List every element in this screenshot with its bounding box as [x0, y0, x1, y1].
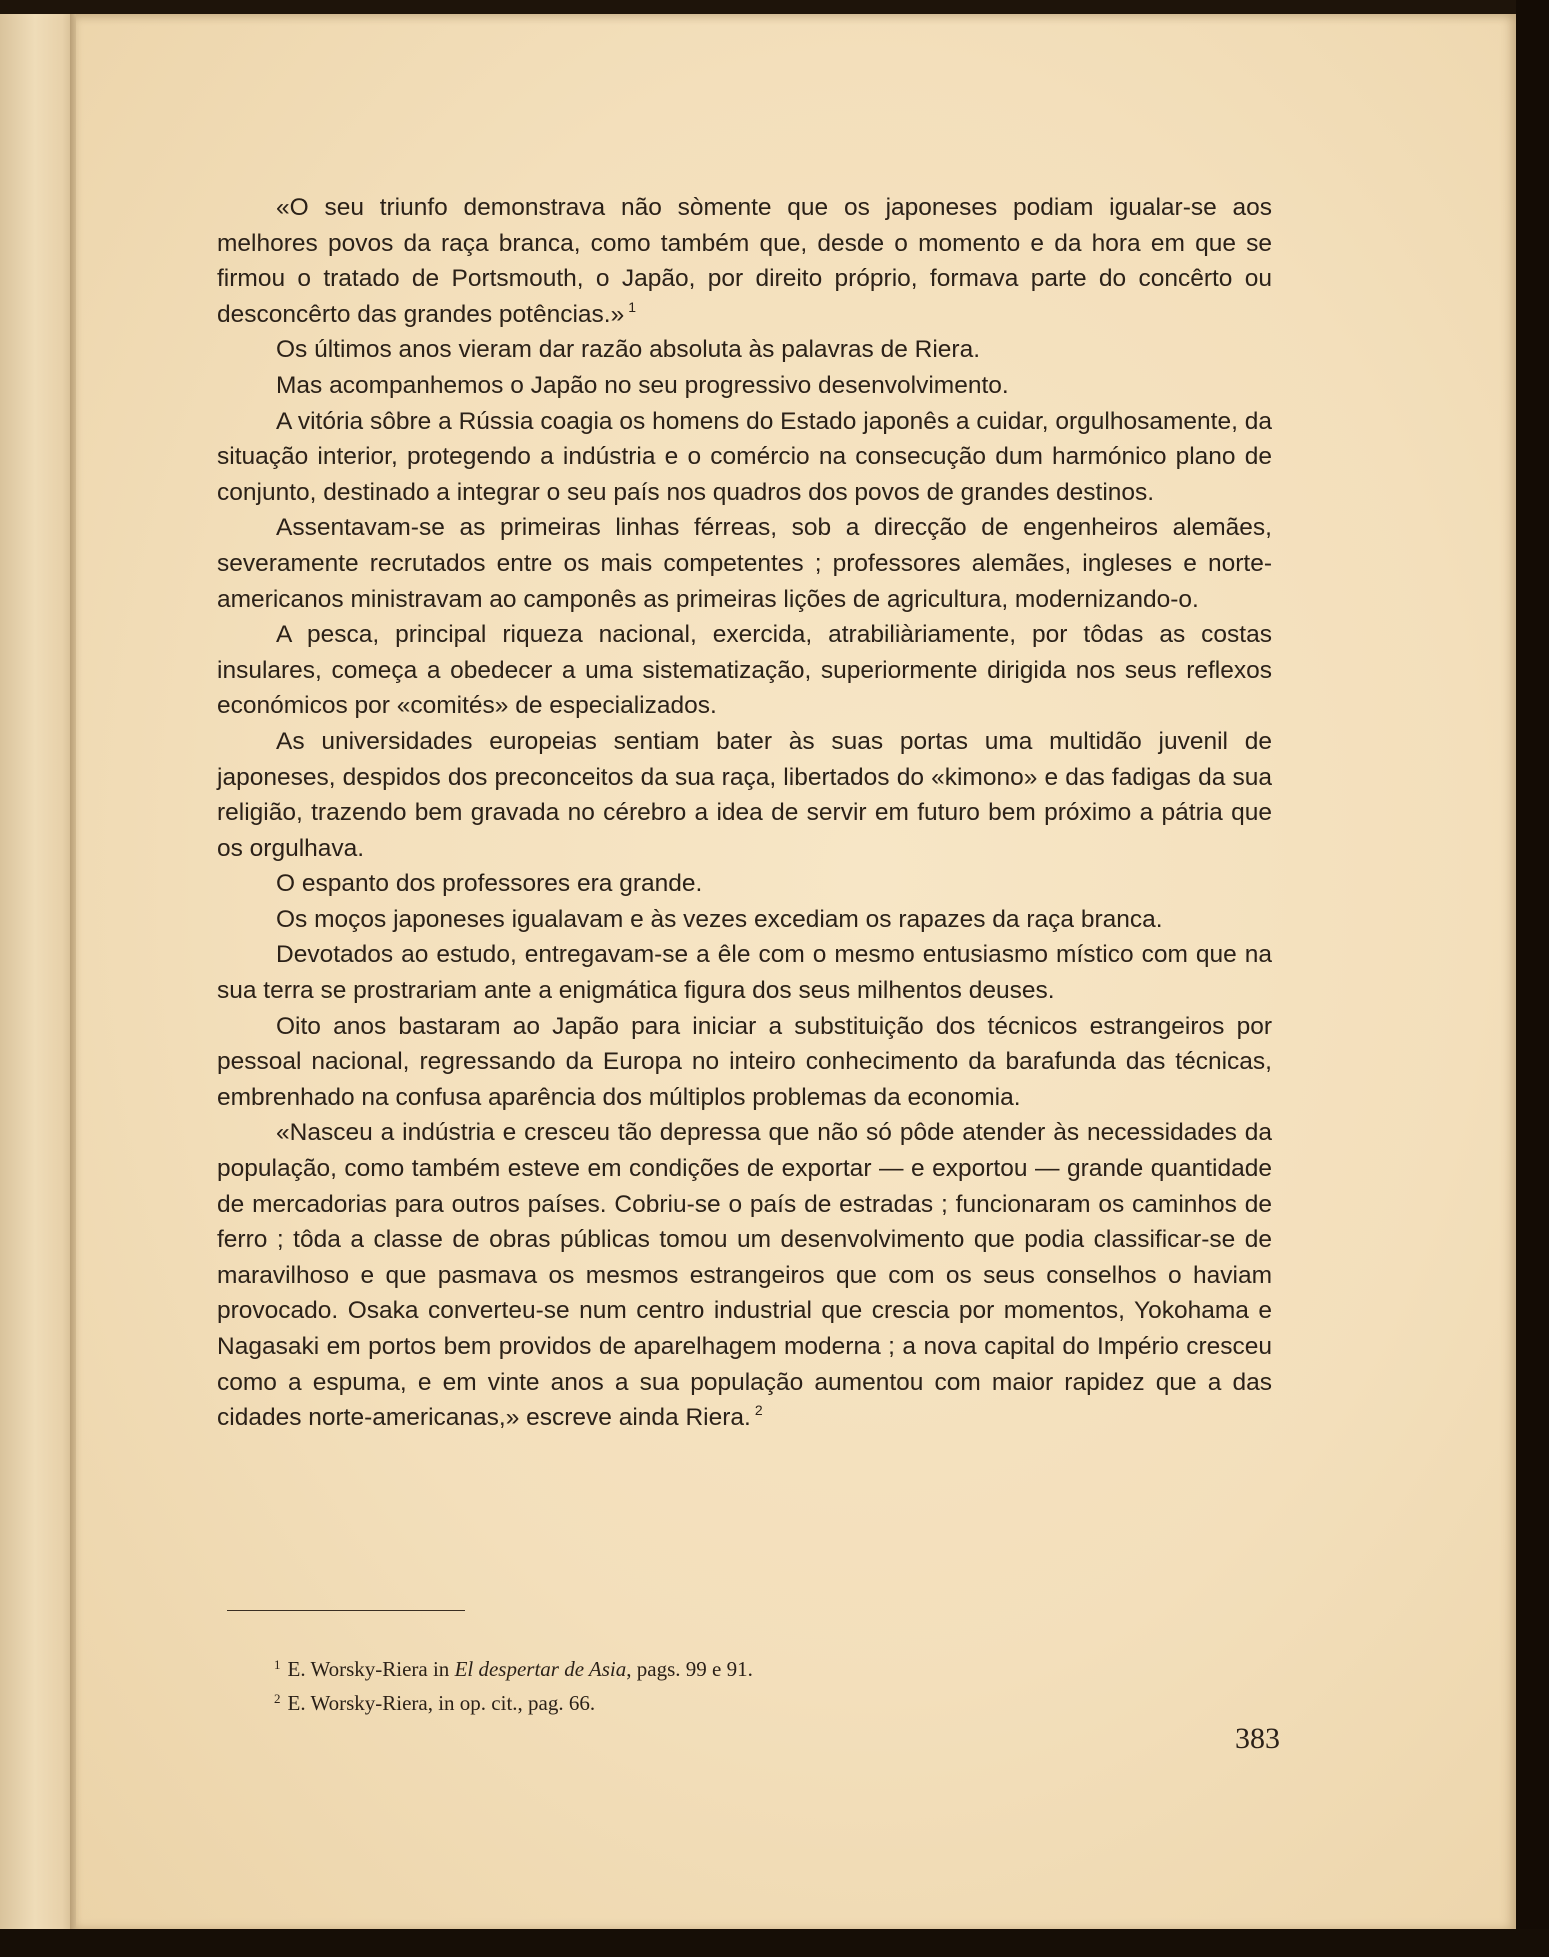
body-text — [217, 190, 1272, 1436]
paragraph: As universidades europeias sentiam bater às suas portas uma multidão juvenil de japoneses, despidos dos preconceitos da sua raça, libertados do «kimono» e das fadigas da sua religião, trazendo bem gravada no cérebro a idea de servir em futuro bem próximo a pátria que os orgulhava. — [217, 727, 1272, 862]
spine-shadow — [70, 14, 76, 1929]
paragraph: Os últimos anos vieram dar razão absoluta às palavras de Riera. — [276, 336, 981, 364]
paragraph: A vitória sôbre a Rússia coagia os homens do Estado japonês a cuidar, orgulhosamente, da situação interior, protegendo a indústria e o comércio na consecução dum harmónico plano de conjunto, destinado a integrar o seu país nos quadros dos povos de grandes destinos. — [217, 407, 1272, 506]
paragraph: Assentavam-se as primeiras linhas férreas, sob a direcção de engenheiros alemães, severamente recrutados entre os mais competentes ; professores alemães, ingleses e norte-americanos ministravam ao camponês as primeiras lições de agricultura, modernizando-o. — [217, 514, 1272, 613]
book-spine — [0, 14, 78, 1929]
paragraph: «Nasceu a indústria e cresceu tão depressa que não só pôde atender às necessidades da população, como também esteve em condições de exportar — e exportou — grande quantidade de mercadorias para outros países. Cobriu-se o país de estradas ; funcionaram os caminhos de ferro ; tôda a classe de obras públicas tomou um desenvolvimento que podia classificar-se de maravilhoso e que pasmava os mesmos estrangeiros que com os seus conselhos o haviam provocado. Osaka converteu-se num centro industrial que crescia por momentos, Yokohama e Nagasaki em portos bem providos de aparelhagem moderna ; a nova capital do Império cresceu como a espuma, e em vinte anos a sua população aumentou com maior rapidez que a das cidades norte-americanas,» escreve ainda Riera. $^2$ — [217, 1119, 1272, 1432]
paragraph: «O seu triunfo demonstrava não sòmente que os japoneses podiam igualar-se aos melhores povos da raça branca, como também que, desde o momento e da hora em que se firmou o tratado de Portsmouth, o Japão, por direito próprio, formava parte do concêrto ou desconcêrto das grandes potências.» $^1$ — [217, 194, 1272, 328]
paragraph: Devotados ao estudo, entregavam-se a êle com o mesmo entusiasmo místico com que na sua terra se prostrariam ante a enigmática figura dos seus milhentos deuses. — [217, 941, 1272, 1005]
page-bottom-edge — [0, 1929, 1549, 1957]
footnotes — [274, 1650, 1174, 1718]
footnote-divider — [227, 1610, 465, 1611]
footnote-ref: 2 — [754, 1402, 763, 1419]
paragraph: Oito anos bastaram ao Japão para iniciar a substituição dos técnicos estrangeiros por pessoal nacional, regressando da Europa no inteiro conhecimento da barafunda das técnicas, embrenhado na confusa aparência dos múltiplos problemas da economia. — [217, 1012, 1272, 1111]
page-number: 383 — [1235, 1722, 1280, 1755]
paragraph: O espanto dos professores era grande. — [276, 870, 703, 898]
paragraph: A pesca, principal riqueza nacional, exercida, atrabiliàriamente, por tôdas as costas insulares, começa a obedecer a uma sistematização, superiormente dirigida nos seus reflexos económicos por «comités» de especializados. — [217, 621, 1272, 720]
paragraph: Mas acompanhemos o Japão no seu progressivo desenvolvimento. — [276, 371, 1009, 399]
footnote-ref: 1 — [628, 298, 637, 315]
footnote-2: $^2$ E. Worsky-Riera, in op. cit., pag. 66. — [274, 1691, 596, 1715]
footnote-1: $^1$ E. Worsky-Riera in El despertar de Asia, pags. 99 e 91. — [274, 1657, 753, 1681]
book-title: El despertar de Asia — [454, 1657, 627, 1681]
paragraph: Os moços japoneses igualavam e às vezes excediam os rapazes da raça branca. — [276, 905, 1163, 933]
page-right-edge — [1516, 0, 1549, 1957]
